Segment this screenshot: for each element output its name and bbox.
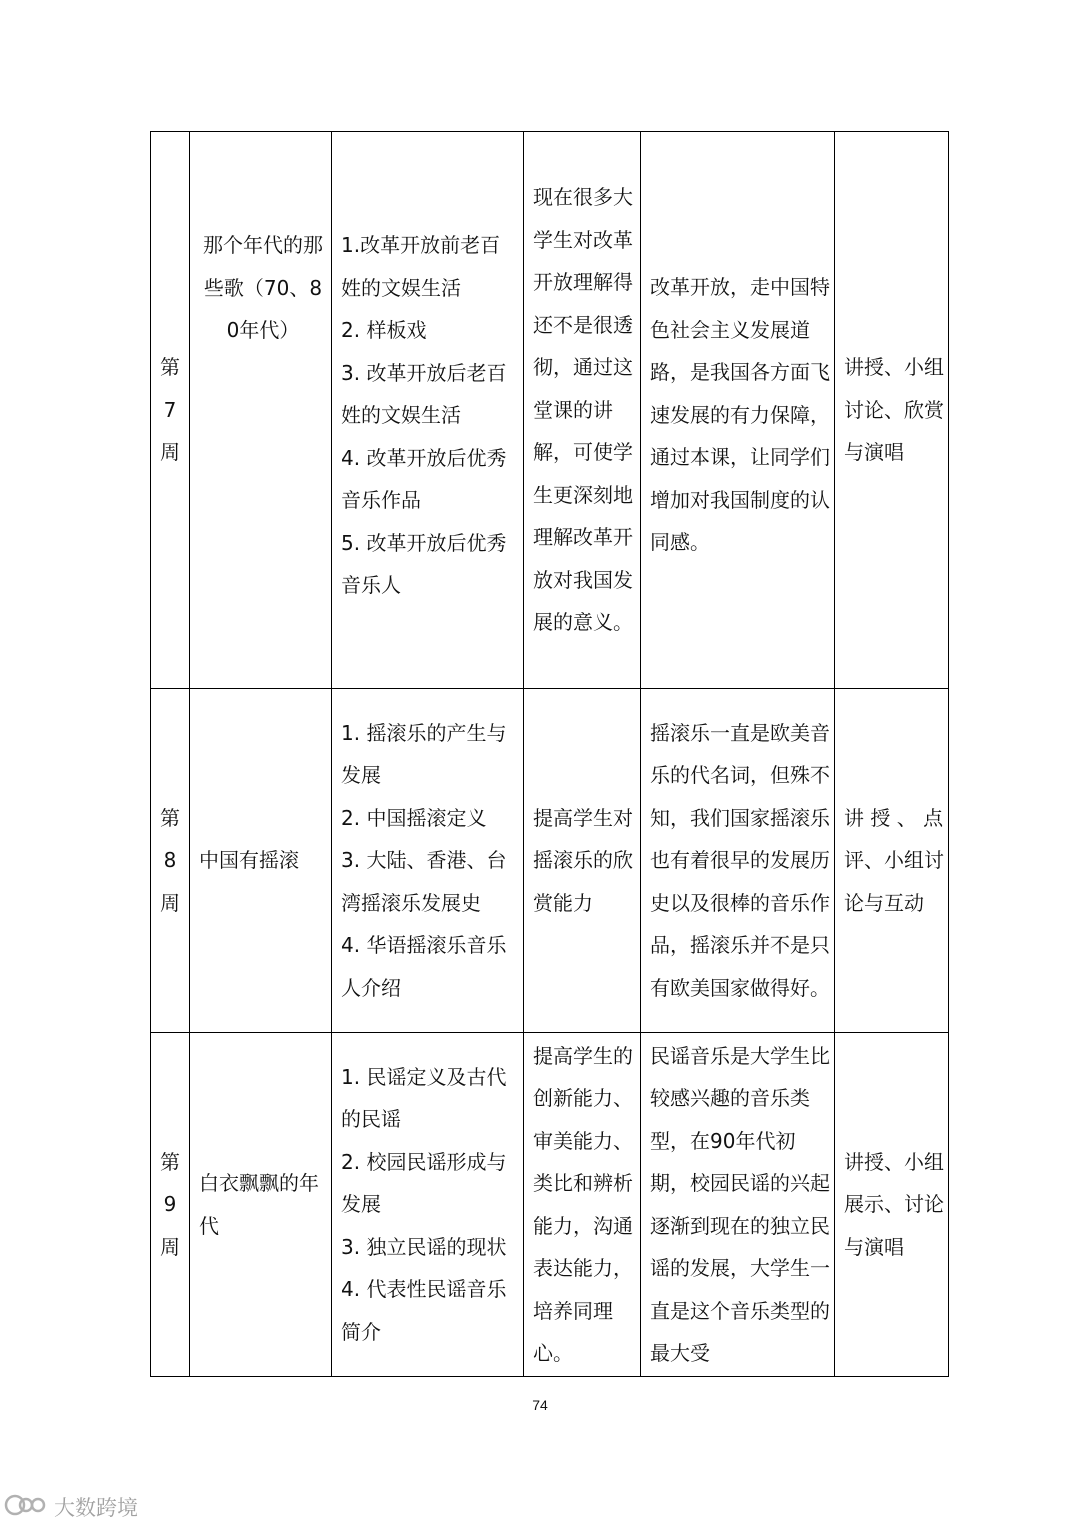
week-cell: 第 7 周	[151, 132, 190, 689]
method-cell: 讲 授 、 点评、小组讨论与互动	[835, 689, 949, 1033]
page-number: 74	[532, 1397, 548, 1413]
watermark-text: 大数跨境	[54, 1496, 138, 1520]
topic-cell: 那个年代的那些歌（70、80年代）	[190, 132, 332, 689]
week-cell: 第 8 周	[151, 689, 190, 1033]
table-row	[151, 689, 949, 1033]
topic-cell: 中国有摇滚	[190, 689, 332, 1033]
watermark-logo-icon	[4, 1492, 50, 1522]
ideology-cell: 摇滚乐一直是欧美音乐的代名词，但殊不知，我们国家摇滚乐也有着很早的发展历史以及很棒的音乐作品，摇滚乐并不是只有欧美国家做得好。	[641, 689, 835, 1033]
week-cell: 第 9 周	[151, 1033, 190, 1377]
topic-cell: 白衣飘飘的年代	[190, 1033, 332, 1377]
goal-cell: 现在很多大学生对改革开放理解得还不是很透彻，通过这堂课的讲解，可使学生更深刻地理解改革开放对我国发展的意义。	[524, 132, 641, 689]
ideology-cell: 改革开放，走中国特色社会主义发展道路，是我国各方面飞速发展的有力保障，通过本课，让同学们增加对我国制度的认同感。	[641, 132, 835, 689]
goal-cell: 提高学生对摇滚乐的欣赏能力	[524, 689, 641, 1033]
method-cell: 讲授、小组讨论、欣赏与演唱	[835, 132, 949, 689]
ideology-cell: 民谣音乐是大学生比较感兴趣的音乐类型，在90年代初期，校园民谣的兴起逐渐到现在的独立民谣的发展，大学生一直是这个音乐类型的最大受	[641, 1033, 835, 1377]
method-cell: 讲授、小组展示、讨论与演唱	[835, 1033, 949, 1377]
content-cell: 1. 摇滚乐的产生与发展 2. 中国摇滚定义 3. 大陆、香港、台湾摇滚乐发展史 4. 华语摇滚乐音乐人介绍	[332, 689, 524, 1033]
table-row	[151, 132, 949, 689]
content-cell: 1. 民谣定义及古代的民谣 2. 校园民谣形成与发展 3. 独立民谣的现状 4. 代表性民谣音乐简介	[332, 1033, 524, 1377]
course-table	[150, 131, 949, 1377]
table-row	[151, 1033, 949, 1377]
content-cell: 1.改革开放前老百姓的文娱生活 2. 样板戏 3. 改革开放后老百姓的文娱生活 4. 改革开放后优秀音乐作品 5. 改革开放后优秀音乐人	[332, 132, 524, 689]
watermark	[4, 1490, 138, 1524]
goal-cell: 提高学生的创新能力、审美能力、类比和辨析能力，沟通表达能力，培养同理心。	[524, 1033, 641, 1377]
